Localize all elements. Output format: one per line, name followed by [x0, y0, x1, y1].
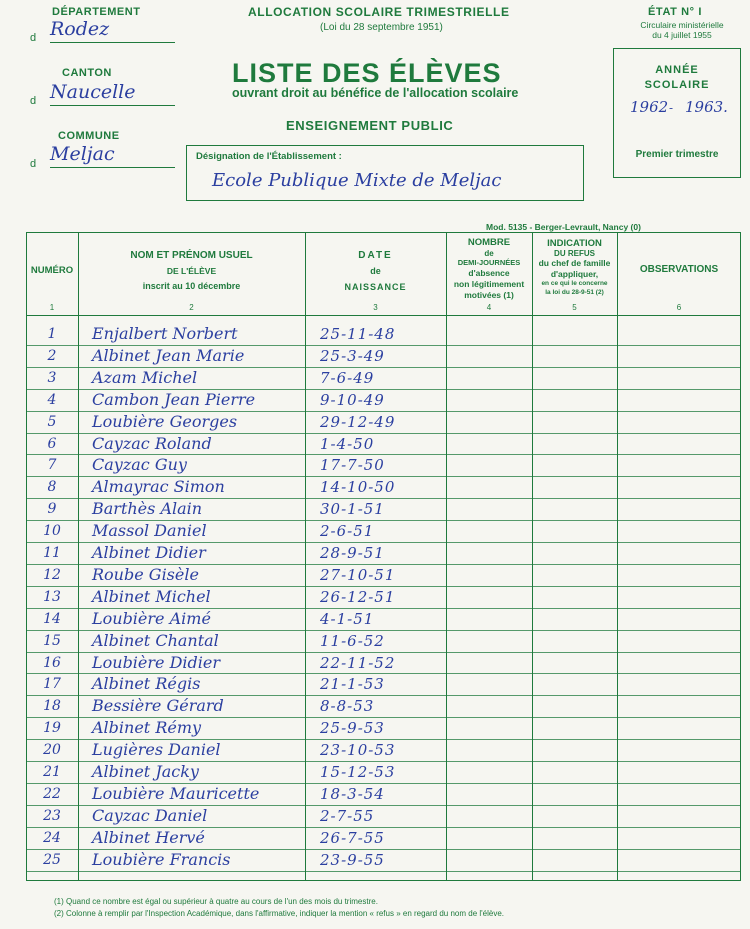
- row-number: 1: [47, 326, 57, 342]
- designation-value: Ecole Publique Mixte de Meljac: [212, 170, 502, 191]
- header-indic-3: du chef de famille: [538, 258, 611, 268]
- row-student-name: Albinet Chantal: [92, 630, 219, 650]
- row-number: 15: [43, 632, 61, 649]
- row-number: 7: [47, 457, 57, 474]
- row-number: 12: [43, 566, 61, 583]
- header-indic-2: DU REFUS: [554, 249, 595, 258]
- header-nombre-1: NOMBRE: [467, 237, 511, 248]
- row-student-name: Loubière Francis: [92, 849, 231, 869]
- row-student-name: Loubière Mauricette: [92, 783, 260, 803]
- year-end: 1963.: [685, 98, 728, 116]
- row-birth-date: 26-7-55: [320, 828, 385, 847]
- col-number: 1: [49, 303, 55, 312]
- header-nombre-2: de: [484, 249, 494, 258]
- canton-value: Naucelle: [50, 81, 175, 106]
- row-student-name: Cayzac Roland: [92, 433, 212, 453]
- page-title: LISTE DES ÉLÈVES: [232, 58, 502, 88]
- canton-prefix: d: [30, 95, 37, 107]
- commune-value: Meljac: [50, 143, 175, 168]
- row-student-name: Albinet Jean Marie: [92, 345, 245, 365]
- row-birth-date: 30-1-51: [320, 500, 385, 519]
- row-student-name: Albinet Rémy: [92, 718, 202, 738]
- departement-label: DÉPARTEMENT: [52, 6, 141, 18]
- row-number: 3: [47, 369, 57, 386]
- col-number: 2: [189, 303, 194, 312]
- header-numero: NUMÉRO: [30, 265, 74, 276]
- row-number: 17: [43, 676, 61, 693]
- row-birth-date: 14-10-50: [320, 478, 396, 497]
- col-number: 3: [373, 303, 378, 312]
- row-student-name: Loubière Didier: [92, 652, 221, 672]
- row-number: 24: [43, 829, 61, 846]
- row-student-name: Azam Michel: [92, 367, 198, 387]
- row-student-name: Albinet Jacky: [92, 762, 199, 781]
- row-number: 22: [43, 785, 61, 802]
- row-birth-date: 26-12-51: [320, 587, 396, 606]
- row-birth-date: 11-6-52: [320, 631, 385, 650]
- row-birth-date: 25-11-48: [320, 325, 396, 343]
- row-student-name: Cambon Jean Pierre: [92, 389, 256, 409]
- header-date-2: de: [370, 266, 381, 276]
- year-start: 1962: [630, 98, 669, 116]
- etat-label: ÉTAT N° I: [648, 6, 702, 18]
- row-number: 19: [43, 720, 61, 737]
- row-student-name: Lugières Daniel: [92, 740, 221, 760]
- page-subtitle: ouvrant droit au bénéfice de l'allocation scolaire: [232, 86, 519, 100]
- row-student-name: Albinet Michel: [92, 586, 211, 606]
- circulaire-line-1: Circulaire ministérielle: [640, 20, 724, 30]
- header-indic-6: la loi du 28-9-51 (2): [545, 289, 604, 296]
- row-birth-date: 8-8-53: [320, 697, 375, 716]
- header-nom-2: DE L'ÉLÈVE: [166, 266, 217, 276]
- row-birth-date: 1-4-50: [320, 434, 375, 453]
- header-date-3: NAISSANCE: [344, 282, 407, 292]
- header-nombre-5: non légitimement: [453, 279, 525, 289]
- row-number: 10: [43, 523, 61, 540]
- row-birth-date: 7-6-49: [320, 368, 375, 387]
- header-nombre-3: DEMI-JOURNÉES: [457, 258, 521, 267]
- row-number: 25: [43, 851, 61, 868]
- footnote-2: (2) Colonne à remplir par l'Inspection Académique, dans l'affirmative, indiquer la mention « refus » en regard du nom de l'élève.: [54, 909, 505, 918]
- row-student-name: Loubière Aimé: [92, 608, 211, 628]
- enseignement-label: ENSEIGNEMENT PUBLIC: [286, 118, 454, 133]
- row-student-name: Albinet Régis: [92, 674, 201, 694]
- row-birth-date: 9-10-49: [320, 390, 385, 409]
- row-student-name: Loubière Georges: [92, 411, 238, 431]
- departement-prefix: d: [30, 32, 37, 44]
- row-student-name: Enjalbert Norbert: [92, 324, 238, 343]
- header-observations: OBSERVATIONS: [639, 264, 719, 275]
- row-number: 5: [47, 413, 57, 430]
- row-divider: [26, 871, 741, 872]
- row-number: 23: [43, 807, 61, 824]
- canton-label: CANTON: [62, 67, 112, 79]
- row-student-name: Roube Gisèle: [92, 564, 199, 584]
- row-student-name: Bessière Gérard: [92, 696, 224, 716]
- trimestre-label: Premier trimestre: [635, 149, 719, 160]
- row-number: 6: [47, 435, 57, 452]
- row-birth-date: 29-12-49: [320, 412, 396, 431]
- circulaire-line-2: du 4 juillet 1955: [652, 30, 712, 40]
- row-birth-date: 22-11-52: [320, 653, 396, 672]
- footnote-1: (1) Quand ce nombre est égal ou supérieur à quatre au cours de l'un des mois du trimestre.: [54, 897, 378, 906]
- departement-value: Rodez: [50, 18, 175, 43]
- row-birth-date: 2-6-51: [320, 522, 375, 541]
- row-birth-date: 17-7-50: [320, 456, 385, 475]
- header-nombre-6: motivées (1): [464, 290, 514, 300]
- year-separator: -: [669, 101, 674, 115]
- col-number: 5: [572, 303, 577, 312]
- form-reference: Mod. 5135 - Berger-Levrault, Nancy (0): [486, 222, 641, 232]
- row-number: 4: [47, 391, 57, 408]
- row-birth-date: 27-10-51: [320, 565, 396, 584]
- row-birth-date: 18-3-54: [320, 784, 385, 803]
- row-number: 21: [43, 764, 61, 780]
- row-birth-date: 23-10-53: [320, 741, 396, 760]
- row-student-name: Almayrac Simon: [92, 477, 225, 497]
- header-indic-4: d'appliquer,: [550, 269, 599, 279]
- header-date-1: DATE: [358, 250, 393, 261]
- row-number: 16: [43, 654, 61, 671]
- row-number: 9: [47, 501, 57, 518]
- header-nombre-4: d'absence: [468, 268, 510, 278]
- designation-label: Désignation de l'Établissement :: [196, 151, 342, 162]
- allocation-title: ALLOCATION SCOLAIRE TRIMESTRIELLE: [248, 5, 510, 19]
- row-number: 14: [43, 610, 61, 627]
- row-number: 2: [47, 347, 57, 364]
- row-student-name: Massol Daniel: [92, 521, 207, 541]
- header-nom-3: inscrit au 10 décembre: [142, 281, 241, 291]
- commune-label: COMMUNE: [58, 130, 120, 142]
- row-number: 8: [47, 479, 57, 496]
- row-birth-date: 28-9-51: [320, 544, 385, 562]
- row-birth-date: 25-3-49: [320, 346, 385, 365]
- header-indic-1: INDICATION: [547, 238, 602, 249]
- col-number: 4: [486, 303, 492, 312]
- row-birth-date: 23-9-55: [320, 850, 385, 869]
- row-birth-date: 2-7-55: [320, 806, 375, 825]
- header-divider: [26, 315, 741, 316]
- row-student-name: Albinet Hervé: [92, 827, 205, 847]
- col-number: 6: [676, 303, 682, 312]
- row-birth-date: 4-1-51: [320, 609, 375, 628]
- row-number: 11: [43, 545, 61, 561]
- row-birth-date: 25-9-53: [320, 719, 385, 738]
- row-number: 20: [43, 742, 61, 759]
- row-number: 18: [43, 698, 61, 715]
- row-student-name: Cayzac Daniel: [92, 805, 208, 825]
- header-indic-5: en ce qui le concerne: [541, 280, 608, 287]
- loi-reference: (Loi du 28 septembre 1951): [320, 22, 443, 33]
- row-student-name: Cayzac Guy: [92, 455, 187, 475]
- annee-label: ANNÉE: [655, 64, 699, 76]
- row-birth-date: 21-1-53: [320, 675, 385, 694]
- header-nom-1: NOM ET PRÉNOM USUEL: [130, 250, 253, 261]
- row-birth-date: 15-12-53: [320, 763, 396, 781]
- commune-prefix: d: [30, 158, 37, 170]
- scolaire-label: SCOLAIRE: [644, 79, 710, 91]
- row-student-name: Barthès Alain: [92, 499, 203, 519]
- row-number: 13: [43, 588, 61, 605]
- row-student-name: Albinet Didier: [92, 543, 206, 562]
